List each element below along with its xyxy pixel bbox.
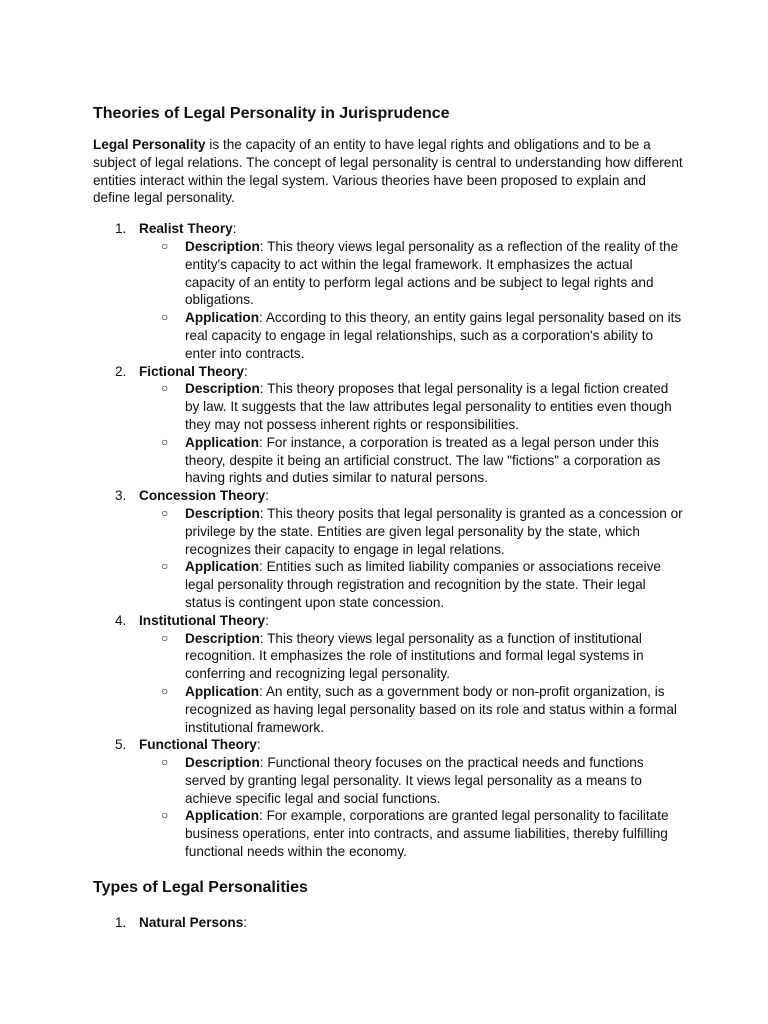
theory-points [139,630,683,737]
circle-bullet-icon: ○ [161,755,169,770]
theory-number: 4. [115,612,127,628]
type-name: Natural Persons [139,914,244,930]
point-text: : This theory proposes that legal personality is a legal fiction created by law. It suggests that the law attributes legal personality to entities even though they may not possess inherent rights or responsibilities. [185,381,672,432]
theory-point [139,505,683,558]
theory-point [139,807,683,860]
theory-number: 2. [115,363,127,379]
theory-item [93,736,683,861]
point-label: Application [185,310,260,326]
intro-paragraph [93,136,683,207]
theory-name: Functional Theory [139,737,257,753]
theory-number: 3. [115,488,127,504]
types-heading: Types of Legal Personalities [93,878,308,896]
theory-point [139,558,683,611]
point-text: : For instance, a corporation is treated as a legal person under this theory, despite it being an artificial construct. The law "fictions" a corporation as having rights and duties similar to natural persons. [185,434,661,486]
circle-bullet-icon: ○ [161,310,169,325]
theory-point [139,309,683,362]
point-text: : Entities such as limited liability companies or associations receive legal personality through registration and recognition by the state. Their legal status is contingent upon state concession. [185,559,661,610]
theory-item [93,363,683,488]
type-suffix: : [243,914,248,930]
point-label: Description [185,755,260,771]
circle-bullet-icon: ○ [161,559,169,574]
theory-points [139,380,683,487]
theory-points [139,505,683,612]
theory-name: Concession Theory [139,488,266,504]
circle-bullet-icon: ○ [161,683,169,698]
theory-point [139,630,683,683]
theory-point [139,754,683,807]
point-text: : For example, corporations are granted legal personality to facilitate business operations, enter into contracts, and assume liabilities, thereby fulfilling functional needs within the economy. [185,808,669,860]
point-text: : This theory views legal personality as a function of institutional recognition. It emphasizes the role of institutions and formal legal systems in conferring and recognizing legal personality. [185,630,644,682]
point-text: : This theory posits that legal personality is granted as a concession or privilege by the state. Entities are given legal personality by the state, which recognizes their capacity to engage in legal relations. [185,505,683,557]
theory-suffix: : [265,612,269,628]
theory-item [93,487,683,612]
theory-point [139,683,683,736]
type-number: 1. [115,914,127,930]
point-label: Application [185,808,260,824]
theory-name: Realist Theory [139,221,233,237]
point-text: : Functional theory focuses on the practical needs and functions served by granting legal personality. It views legal personality as a means to achieve specific legal and social functions. [185,755,644,806]
point-label: Description [185,381,260,397]
point-text: : An entity, such as a government body or non-profit organization, is recognized as having legal personality based on its role and status within a formal institutional framework. [185,683,677,735]
point-label: Description [185,505,260,521]
theory-number: 5. [115,737,127,753]
theory-item [93,612,683,737]
types-list [93,914,683,932]
circle-bullet-icon: ○ [161,434,169,449]
theory-point [139,380,683,433]
point-label: Application [185,559,260,575]
intro-text: is the capacity of an entity to have legal rights and obligations and to be a subject of legal relations. The concept of legal personality is central to understanding how different entities interact within the legal system. Various theories have been proposed to explain and define legal personality. [93,137,683,206]
point-label: Application [185,434,260,450]
theory-name: Fictional Theory [139,363,244,379]
theory-suffix: : [256,737,261,753]
theory-item [93,220,683,362]
document-title: Theories of Legal Personality in Jurisprudence [93,105,450,122]
point-text: : According to this theory, an entity gains legal personality based on its real capacity to engage in legal relationships, such as a corporation's ability to enter into contracts. [185,310,682,361]
circle-bullet-icon: ○ [161,238,169,253]
point-text: : This theory views legal personality as a reflection of the reality of the entity's capacity to act within the legal framework. It emphasizes the actual capacity of an entity to perform legal actions and be subject to legal rights and obligations. [185,238,679,308]
theory-name: Institutional Theory [139,612,266,628]
theory-point [139,434,683,487]
theory-points [139,238,683,363]
intro-term: Legal Personality [93,137,206,152]
theory-suffix: : [232,221,237,237]
circle-bullet-icon: ○ [161,630,169,645]
point-label: Description [185,630,260,646]
theory-number: 1. [115,221,127,237]
theory-point [139,238,683,309]
circle-bullet-icon: ○ [161,505,169,520]
type-item [93,914,683,932]
point-label: Description [185,238,260,254]
circle-bullet-icon: ○ [161,808,169,823]
document-page [93,104,683,932]
theories-list [93,220,683,861]
point-label: Application [185,683,260,699]
types-section [93,878,683,932]
theory-suffix: : [265,488,269,504]
theory-suffix: : [244,363,248,379]
circle-bullet-icon: ○ [161,381,169,396]
theory-points [139,754,683,861]
